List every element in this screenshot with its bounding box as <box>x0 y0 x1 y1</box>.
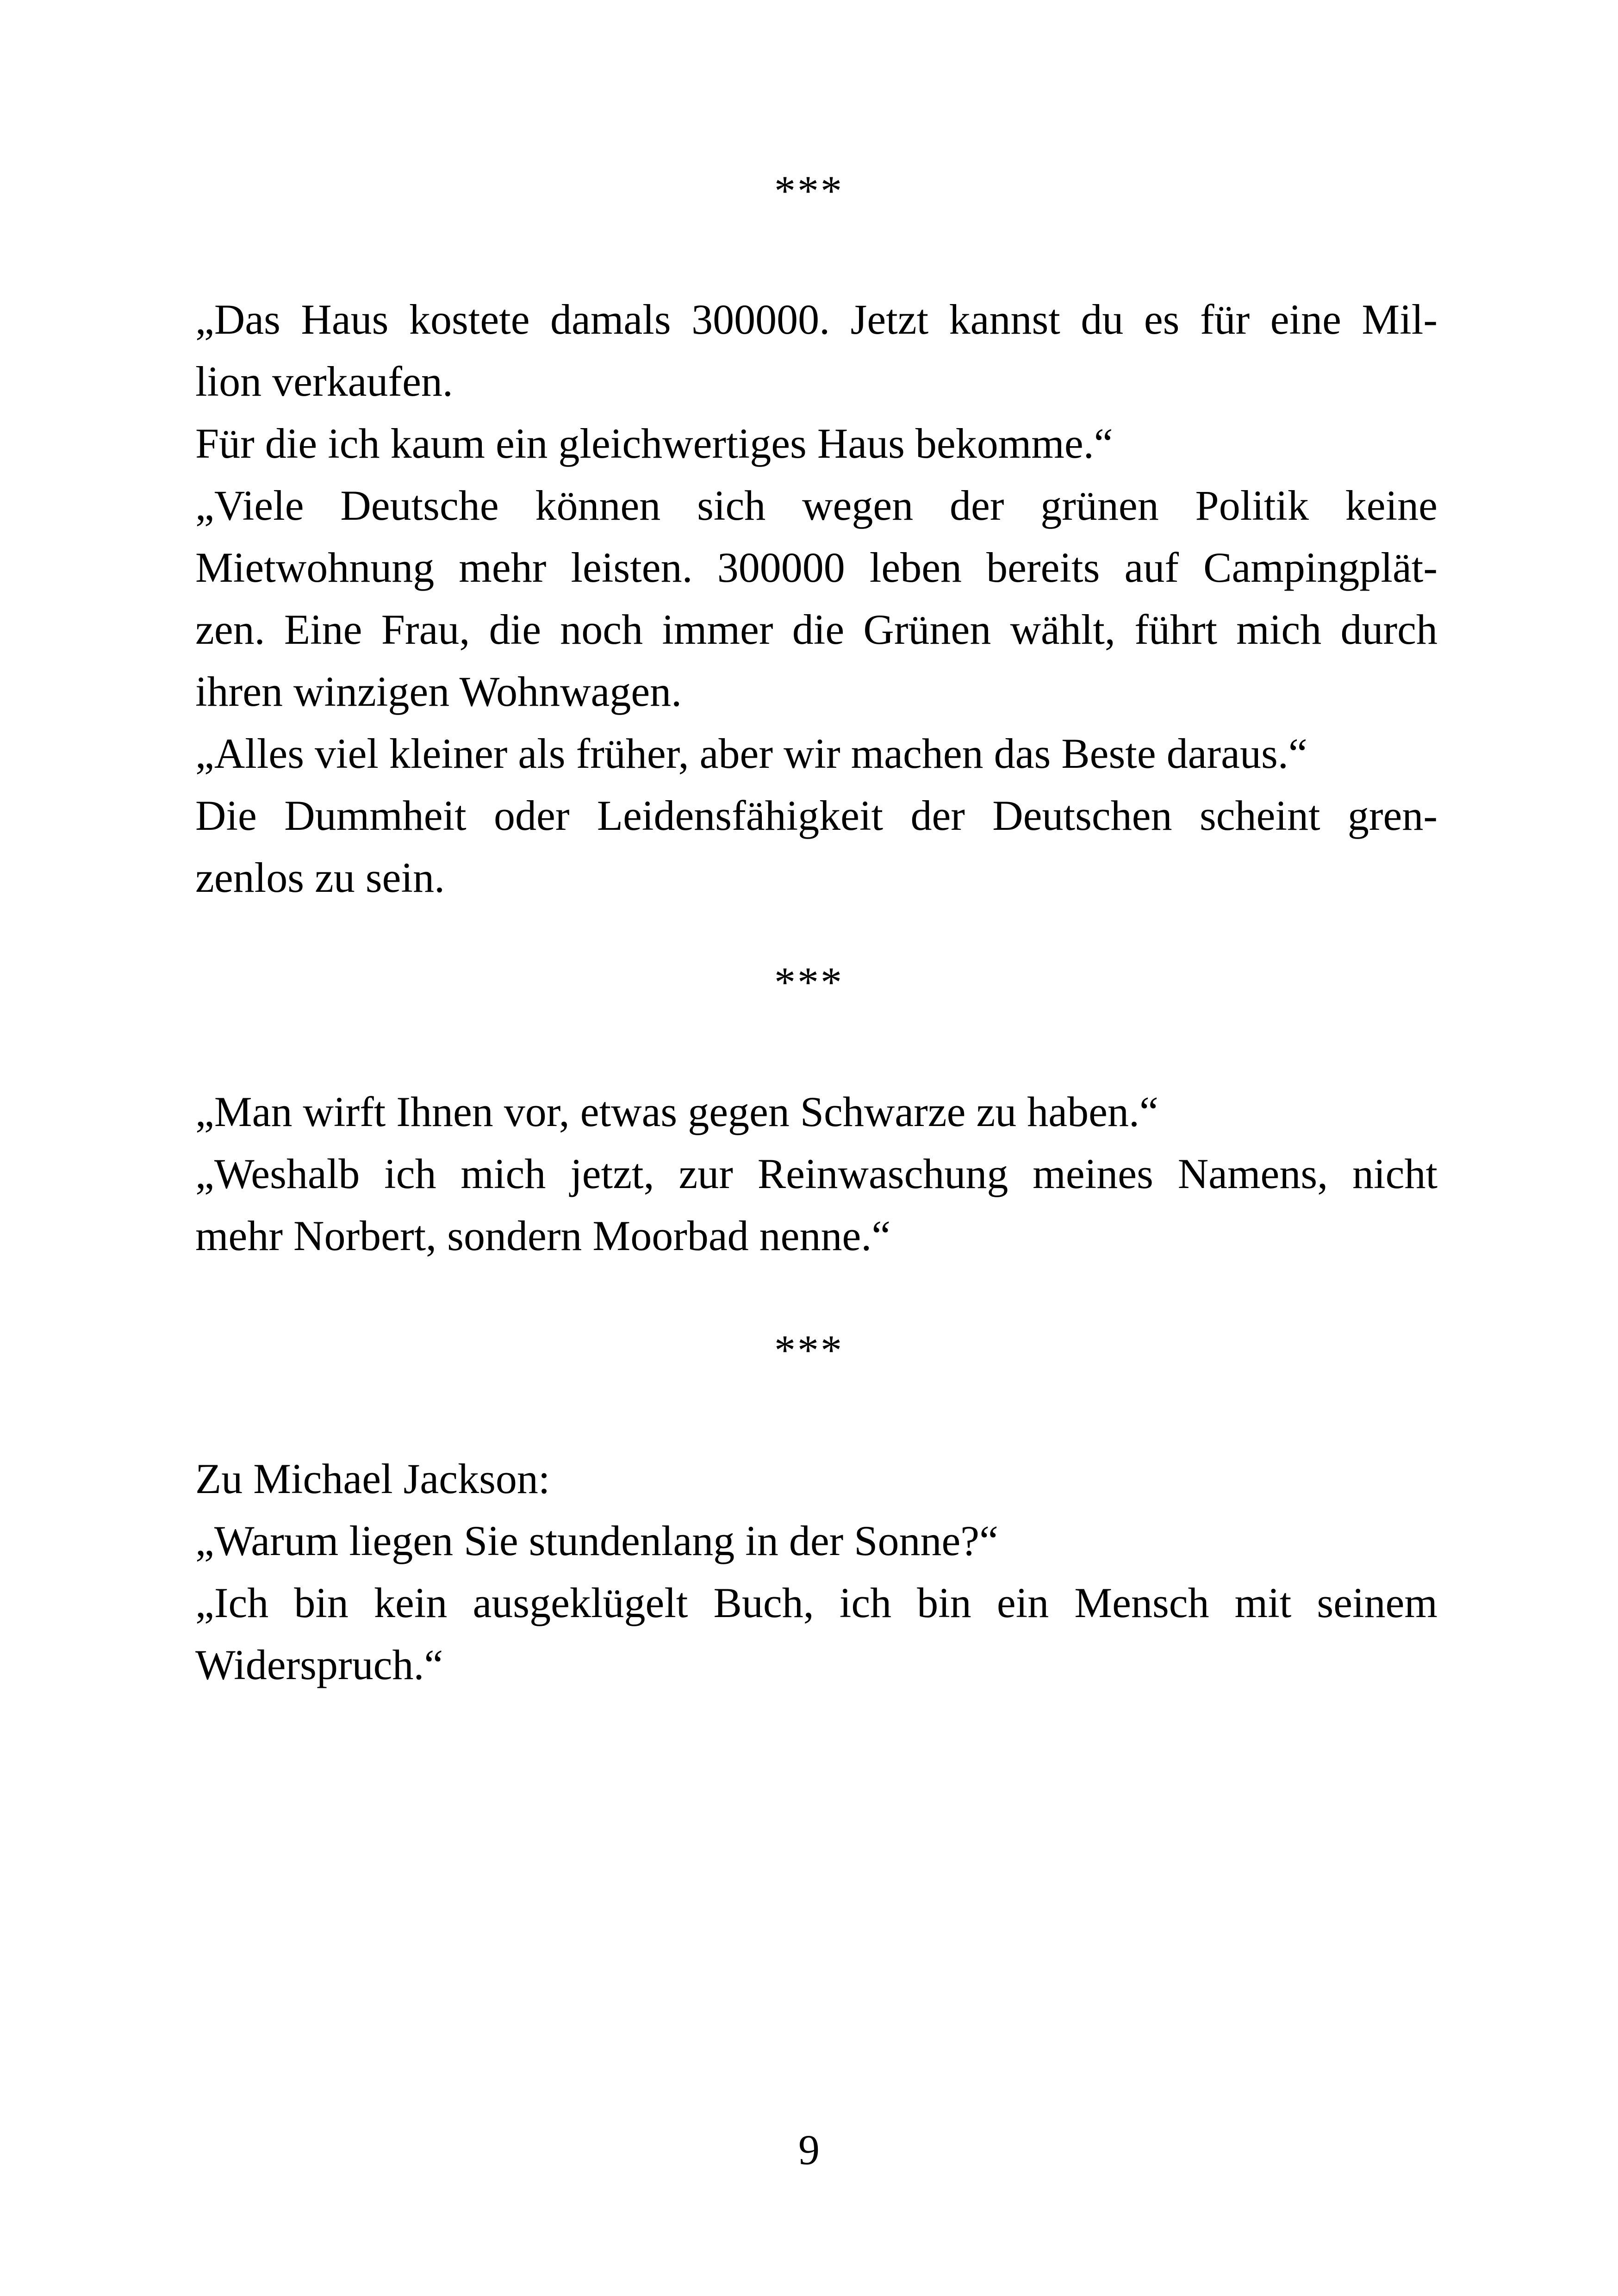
text-line: Für die ich kaum ein gleichwertiges Haus bekomme.“ <box>195 420 1113 467</box>
text-line: ihren winzigen Wohnwagen. <box>195 668 682 715</box>
text-line: „Ich bin kein ausgeklügelt Buch, ich bin ein Mensch mit seinem <box>195 1579 1438 1626</box>
text-line: zen. Eine Frau, die noch immer die Grünen wählt, führt mich durch <box>195 606 1438 653</box>
text-line: „Das Haus kostete damals 300000. Jetzt kannst du es für eine Mil- <box>195 296 1438 343</box>
text-line: „Man wirft Ihnen vor, etwas gegen Schwarze zu haben.“ <box>195 1088 1158 1135</box>
text-line: zenlos zu sein. <box>195 854 445 901</box>
section-separator: *** <box>774 958 844 1006</box>
text-line: „Weshalb ich mich jetzt, zur Reinwaschung meines Namens, nicht <box>195 1150 1438 1197</box>
text-section-name <box>195 1081 1438 1267</box>
section-separator: *** <box>774 1326 844 1374</box>
text-line: Zu Michael Jackson: <box>195 1455 550 1502</box>
text-line: „Alles viel kleiner als früher, aber wir machen das Beste daraus.“ <box>195 730 1307 777</box>
text-line: Mietwohnung mehr leisten. 300000 leben bereits auf Campingplät- <box>195 544 1438 591</box>
text-line: mehr Norbert, sondern Moorbad nenne.“ <box>195 1212 891 1259</box>
section-separator: *** <box>774 167 844 214</box>
text-line: „Warum liegen Sie stundenlang in der Sonne?“ <box>195 1517 998 1564</box>
text-section-house <box>195 288 1438 908</box>
page-number: 9 <box>798 2126 820 2173</box>
text-line: Die Dummheit oder Leidensfähigkeit der Deutschen scheint gren- <box>195 792 1438 839</box>
text-section-jackson <box>195 1448 1438 1696</box>
text-line: lion verkaufen. <box>195 358 453 405</box>
text-line: „Viele Deutsche können sich wegen der grünen Politik keine <box>195 482 1438 529</box>
text-line: Widerspruch.“ <box>195 1641 443 1688</box>
